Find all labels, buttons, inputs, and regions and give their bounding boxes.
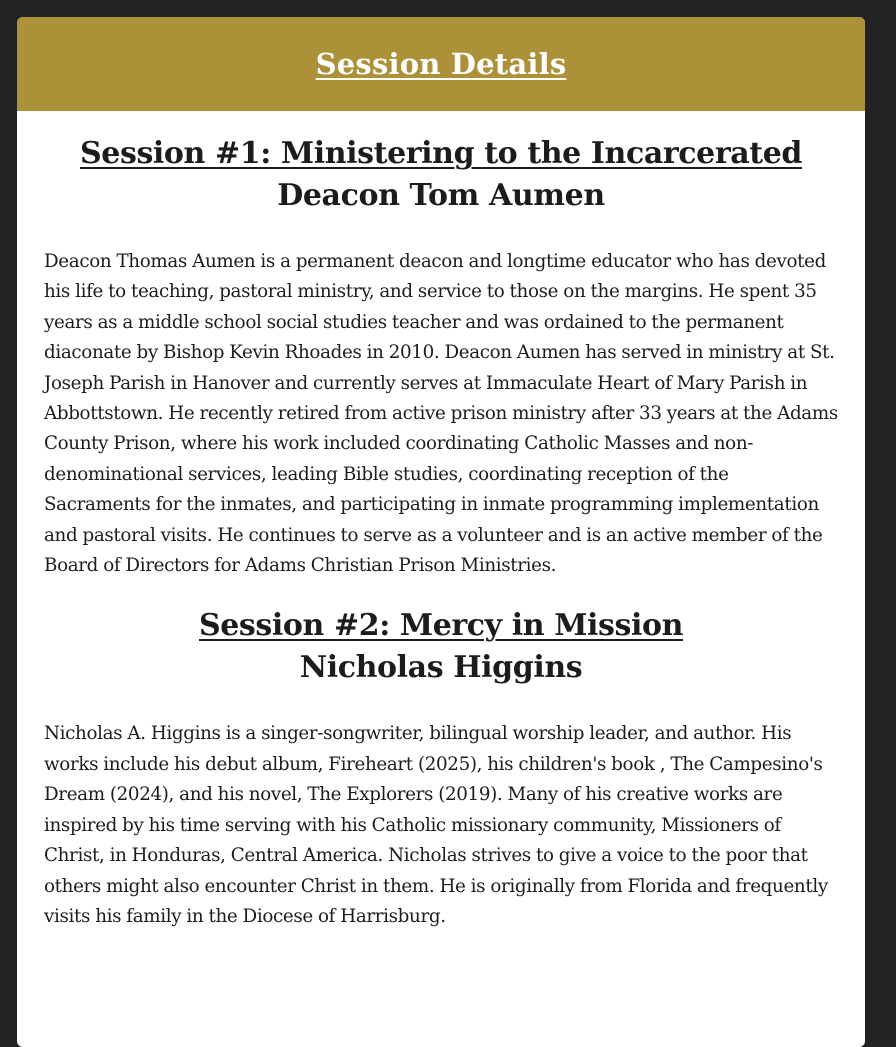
session-2-title: Session #2: Mercy in Mission <box>198 608 684 644</box>
header-title: Session Details <box>315 47 567 81</box>
card-header <box>17 17 865 111</box>
session-1-title: Session #1: Ministering to the Incarcerated <box>80 136 802 171</box>
card-content <box>17 133 865 932</box>
session-2-speaker: Nicholas Higgins <box>299 650 583 686</box>
session-1-speaker: Deacon Tom Aumen <box>277 178 605 213</box>
session-1-heading <box>44 133 838 217</box>
session-2-bio: Nicholas A. Higgins is a singer-songwriter, bilingual worship leader, and author. His works include his debut album, Fireheart (2025), his children's book , The Campesino's Dream (2024), and his novel, The Explorers (2019). Many of his creative works are inspired by his time serving with his Catholic missionary community, Missioners of Christ, in Honduras, Central America. Nicholas strives to give a voice to the poor that others might also encounter Christ in them. He is originally from Florida and frequently visits his family in the Diocese of Harrisburg. <box>44 723 828 927</box>
session-2-heading <box>44 605 838 689</box>
session-1-bio: Deacon Thomas Aumen is a permanent deacon and longtime educator who has devoted his life to teaching, pastoral ministry, and service to those on the margins. He spent 35 years as a middle school social studies teacher and was ordained to the permanent diaconate by Bishop Kevin Rhoades in 2010. Deacon Aumen has served in ministry at St. Joseph Parish in Hanover and currently serves at Immaculate Heart of Mary Parish in Abbottstown. He recently retired from active prison ministry after 33 years at the Adams County Prison, where his work included coordinating Catholic Masses and non-denominational services, leading Bible studies, coordinating reception of the Sacraments for the inmates, and participating in inmate programming implementation and pastoral visits. He continues to serve as a volunteer and is an active member of the Board of Directors for Adams Christian Prison Ministries. <box>44 251 838 577</box>
session-details-card <box>17 17 865 1047</box>
